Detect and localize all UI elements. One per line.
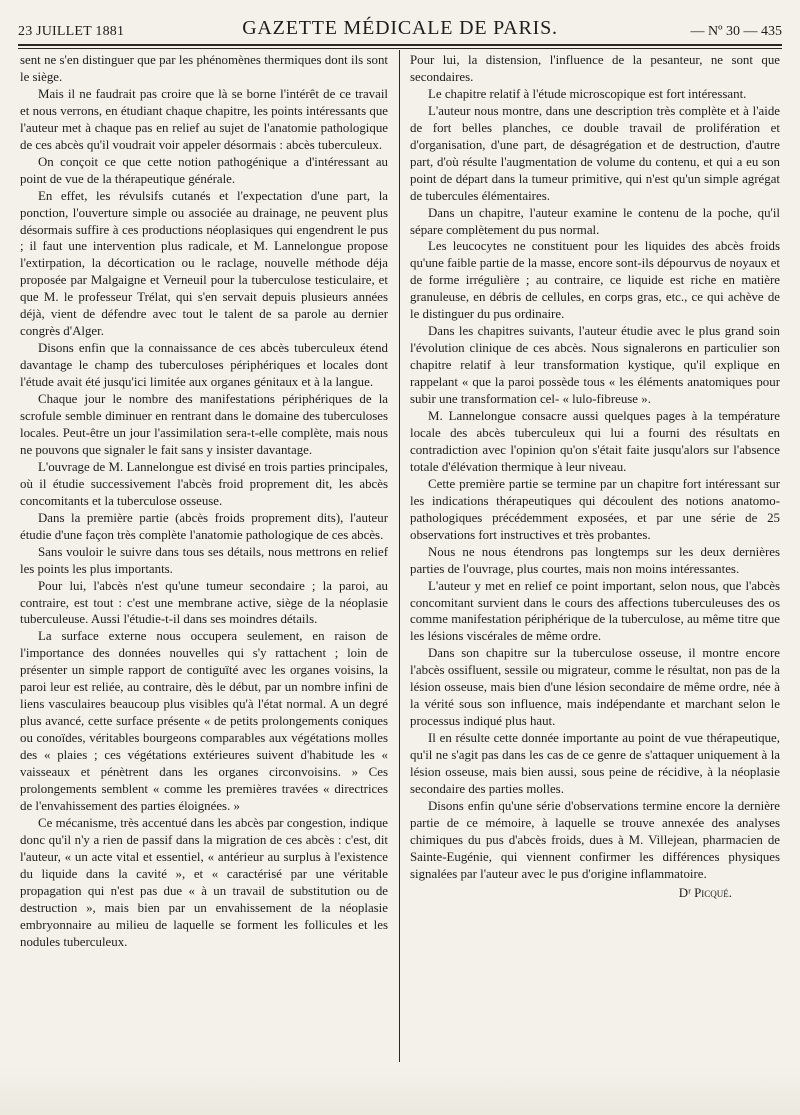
issue-date: 23 JUILLET 1881 [18, 24, 125, 39]
column-divider [399, 50, 400, 1062]
paragraph: Disons enfin que la connaissance de ces abcès tuberculeux étend davantage le champ des tuberculoses périphériques et locales dont l'étude avait été jusqu'ici limitée aux organes génitaux et à la langue. [20, 341, 388, 390]
paragraph: Pour lui, l'abcès n'est qu'une tumeur secondaire ; la paroi, au contraire, est tout : c'est une membrane active, siège de la néoplasie tuberculeuse. Aussi l'étudie-t-il dans ses moindres détails. [20, 578, 388, 627]
page-header [18, 10, 782, 40]
paragraph: Le chapitre relatif à l'étude microscopique est fort intéressant. [428, 86, 747, 101]
paragraph: Mais il ne faudrait pas croire que là se borne l'intérêt de ce travail et nous verrons, en étudiant chaque chapitre, les points intéressants que l'auteur met à chaque pas en relief au sujet de l'anatomie pathologique de ces abcès qu'il voudrait voir appeler désormais : abcès tuberculeux. [20, 86, 388, 152]
paragraph: L'auteur y met en relief ce point important, selon nous, que l'abcès concomitant survient dans le cours des affections tuberculeuses des os comme manifestation périphérique de la tuberculose, au même titre que les lésions viscérales de même ordre. [410, 578, 780, 644]
header-rule-thin [18, 48, 782, 49]
paragraph: sent ne s'en distinguer que par les phénomènes thermiques dont ils sont le siège. [20, 53, 388, 84]
paragraph: Les leucocytes ne constituent pour les liquides des abcès froids qu'une faible partie de la masse, encore sont-ils dépourvus de noyaux et de forme irrégulière ; au contraire, ce liquide est riche en matière granuleuse, en débris de cellules, en corps gras, etc., ce qui achève de le distinguer du pus ordinaire. [410, 239, 780, 322]
paragraph: Cette première partie se termine par un chapitre fort intéressant sur les indications thérapeutiques qui découlent des notions anatomo-pathologiques précédemment exposées, et par une série de 25 observations fort instructives et très probantes. [410, 476, 780, 542]
author-signature: Dʳ Picqué. [678, 885, 732, 900]
paragraph: On conçoit ce que cette notion pathogénique a d'intéressant au point de vue de la thérapeutique générale. [20, 154, 388, 186]
paragraph: Sans vouloir le suivre dans tous ses détails, nous mettrons en relief les points les plus importants. [20, 544, 388, 576]
paragraph: Nous ne nous étendrons pas longtemps sur les deux dernières parties de l'ouvrage, plus courtes, mais non moins intéressantes. [410, 544, 780, 576]
right-column [410, 52, 780, 1064]
paragraph: Il en résulte cette donnée importante au point de vue thérapeutique, qu'il ne s'agit pas dans les cas de ce genre de s'attaquer uniquement à la lésion osseuse, mais bien aussi, sous peine de récidive, à la néoplasie secondaire des parties molles. [410, 731, 780, 796]
paragraph: L'ouvrage de M. Lannelongue est divisé en trois parties principales, où il étudie successivement l'abcès froid proprement dit, les abcès concomitants et la tuberculose osseuse. [20, 459, 388, 508]
paragraph: Dans son chapitre sur la tuberculose osseuse, il montre encore l'abcès ossifluent, sessile ou migrateur, comme le résultat, non pas de la lésion osseuse, mais bien d'une lésion secondaire de même ordre, née à la vérité sous son influence, mais indépendante et marchant selon le processus indiqué plus haut. [410, 646, 780, 729]
header-rule [18, 44, 782, 46]
paragraph: Dans la première partie (abcès froids proprement dits), l'auteur étudie d'une façon très complète l'anatomie pathologique de ces abcès. [20, 510, 388, 542]
paragraph: Disons enfin qu'une série d'observations termine encore la dernière partie de ce mémoire, à laquelle se trouve annexée des analyses chimiques du pus d'abcès froids, dues à M. Villejean, pharmacien de Sainte-Eugénie, qui viennent confirmer les différences physiques signalées par l'auteur avec le pus d'origine inflammatoire. [410, 798, 780, 881]
paragraph: La surface externe nous occupera seulement, en raison de l'importance des données nouvelles qui s'y rattachent ; loin de présenter un simple rapport de contiguïté avec les organes voisins, la paroi leur est reliée, au contraire, dès le début, par un nombre infini de liens vasculaires beaucoup plus visibles qu'à l'état normal. A un degré plus avancé, cette surface présente « de petits prolongements coniques ou conoïdes, véritables bourgeons comparables aux végétations molles des « plaies ; ces végétations extérieures suivent d'habitude les « vaisseaux et pénètrent dans les organes circonvoisins. » Ces prolongements semblent « comme les premières travées « directrices de l'envahissement des parties éloignées. » [20, 629, 388, 813]
left-column [20, 52, 388, 1064]
journal-title: GAZETTE MÉDICALE DE PARIS. [242, 17, 558, 39]
paragraph: M. Lannelongue consacre aussi quelques pages à la température locale des abcès tuberculeux qui lui a fourni des résultats en contradiction avec l'opinion qu'on s'était faite jusqu'alors sur l'absence totale d'élévation thermique à leur niveau. [410, 409, 780, 474]
paragraph: Dans un chapitre, l'auteur examine le contenu de la poche, qu'il sépare complètement du pus normal. [410, 205, 780, 237]
paragraph: Pour lui, la distension, l'influence de la pesanteur, ne sont que secondaires. [410, 53, 780, 84]
page-bottom-shade [0, 1065, 800, 1115]
paragraph: Dans les chapitres suivants, l'auteur étudie avec le plus grand soin l'évolution clinique de ces abcès. Nous signalerons en particulier son chapitre relatif à leur transformation kystique, qu'il explique en rappelant « que la paroi possède tous « les éléments anatomiques pour subir une transformation cel- « lulo-fibreuse ». [410, 324, 780, 407]
paragraph: En effet, les révulsifs cutanés et l'expectation d'une part, la ponction, l'ouverture simple ou associée au drainage, ne peuvent plus désormais suffire à ces productions néoplasiques qui engendrent le pus ; il faut une intervention plus radicale, et M. Lannelongue propose l'extirpation, la décortication ou le raclage, nouvelle méthode déja proposée par Malgaigne et Verneuil pour la tuberculose testiculaire, et que M. le professeur Trélat, qui s'en servait depuis plusieurs années déjà, vient de défendre avec tout le talent de sa parole au dernier congrès d'Alger. [20, 188, 388, 339]
paragraph: Ce mécanisme, très accentué dans les abcès par congestion, indique donc qu'il n'y a rien de passif dans la migration de ces abcès : c'est, dit l'auteur, « un acte vital et essentiel, « antérieur au surplus à l'existence du liquide dans la cavité », et « caractérisé par une véritable propagation qui n'est pas due « à un travail de substitution ou de destruction », mais bien par un envahissement de la néoplasie embryonnaire au milieu de laquelle se forment les follicules et les nodules tuberculeux. [20, 815, 388, 949]
paragraph: L'auteur nous montre, dans une description très complète et à l'aide de fort belles planches, ce double travail de prolifération et d'organisation, d'une part, de désagrégation et de destruction, d'autre part, d'où résulte l'augmentation de volume du contenu, et qui a eu son point de départ dans la tumeur primitive, qui n'est qu'un simple agrégat de tubercules élémentaires. [410, 103, 780, 203]
issue-page-number: — Nº 30 — 435 [690, 24, 782, 39]
paragraph: Chaque jour le nombre des manifestations périphériques de la scrofule semble diminuer en rentrant dans le domaine des tuberculoses locales. Peut-être un jour l'assimilation sera-t-elle complète, mais nous ne pouvons que signaler le fait sans y insister davantage. [20, 392, 388, 457]
